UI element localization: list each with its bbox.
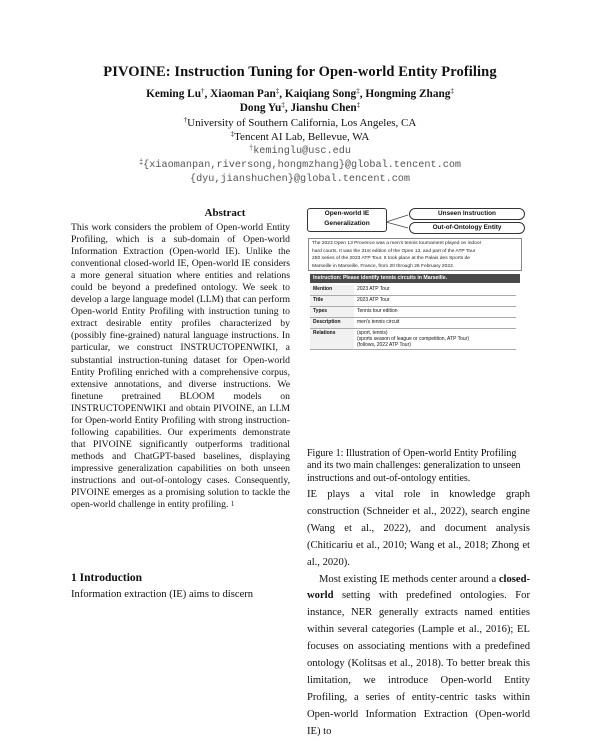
passage-line: The 2023 Open 13 Provence was a men's tennis tournament played on indoor xyxy=(312,241,482,246)
affiliation-text: University of Southern California, Los Angeles, CA xyxy=(187,117,417,129)
relation-item: (follows, 2022 ATP Tour) xyxy=(357,342,411,348)
challenge-unseen-instruction: Unseen Instruction xyxy=(409,208,525,220)
relation-item: (sports season of league or competition, ATP Tour) xyxy=(357,336,470,342)
footnote-mark: 1 xyxy=(230,500,235,509)
author-name: Jianshu Chen xyxy=(290,102,357,114)
section-heading-introduction: 1 Introduction xyxy=(71,572,143,584)
paragraph-text: setting with predefined ontologies. For instance, NER generally extracts named entities within several categories (Lample et al., 2016); EL focuses on associating mentions with a predefined ontology (Kolitsas et al., 2018). To better break this limitation, we introduce Open-world Entity Profiling, a series of entity-centric tasks within Open-world Information Extraction (Open-world IE) to xyxy=(307,590,530,737)
paragraph xyxy=(307,572,530,741)
table-key: Mention xyxy=(310,285,354,296)
figure-1 xyxy=(306,206,526,446)
author-mark: ‡ xyxy=(356,87,360,95)
email-text: {dyu,jianshuchen}@global.tencent.com xyxy=(189,174,411,185)
abstract-paragraph: This work considers the problem of Open-world Entity Profiling, which is a sub-domain of Open-world Information Extraction (Open-world IE). Unlike the conventional closed-world IE, Open-world IE considers a more general situation where entities and relations could be beyond a predefined ontology. We seek to develop a large language model (LLM) that can perform Open-world Entity Profiling with instruction tuning to extract desirable entity profiles characterized by (possibly fine-grained) natural language instructions. In particular, we construct INSTRUCTOPENWIKI, a substantial instruction-tuning dataset for Open-world Entity Profiling enriched with a comprehensive corpus, extensive annotations, and diverse instructions. We finetune pretrained BLOOM models on INSTRUCTOPENWIKI and obtain PIVOINE, an LLM for Open-world Entity Profiling with strong instruction-following capabilities. Our experiments demonstrate that PIVOINE significantly outperforms traditional methods and ChatGPT-based baselines, displaying impressive generalization capabilities on both unseen instructions and out-of-ontology cases. Consequently, PIVOINE emerges as a promising solution to tackle the open-world challenge in entity profiling. xyxy=(71,222,290,511)
table-value: 2023 ATP Tour xyxy=(354,296,516,307)
challenge-out-of-ontology: Out-of-Ontology Entity xyxy=(409,222,525,234)
open-world-ie-box xyxy=(307,208,387,232)
table-row xyxy=(310,329,516,350)
affiliation-2 xyxy=(0,131,600,143)
paper-title: PIVOINE: Instruction Tuning for Open-world Entity Profiling xyxy=(103,64,497,80)
relation-item: (sport, tennis) xyxy=(357,330,388,336)
emphasis-closed-world: closed-world xyxy=(307,573,530,602)
author-mark: ‡ xyxy=(356,101,361,109)
abstract-heading: Abstract xyxy=(204,207,246,219)
table-key: Title xyxy=(310,296,354,307)
affiliation-mark: † xyxy=(183,116,188,124)
table-row xyxy=(310,307,516,318)
passage-box xyxy=(308,238,522,271)
table-key: Description xyxy=(310,318,354,329)
author-name: Keming Lu xyxy=(146,88,202,100)
author-name: Hongming Zhang xyxy=(365,88,451,100)
author-name: Dong Yu xyxy=(239,102,282,114)
table-value: 2023 ATP Tour xyxy=(354,285,516,296)
affiliation-1 xyxy=(0,117,600,129)
email-text: keminglu@usc.edu xyxy=(253,146,352,157)
table-value: Tennis tour edition xyxy=(354,307,516,318)
passage-line: Marseille in Marseille, France, from 20 through 26 February 2022. xyxy=(312,263,455,269)
affiliation-mark: ‡ xyxy=(230,130,235,138)
table-key: Relations xyxy=(310,329,354,350)
introduction-right-column xyxy=(307,487,530,741)
figure-caption: Figure 1: Illustration of Open-world Entity Profiling and its two main challenges: generalization to unseen instructions and out-of-ontology entities. xyxy=(307,448,521,484)
passage-line: 250 series of the 2023 ATP Tour. It took place at the Palais des Sports de xyxy=(312,256,470,261)
author-mark: ‡ xyxy=(275,87,280,95)
authors-line-2: Dong Yu‡, Jianshu Chen‡ xyxy=(239,101,361,114)
email-text: {xiaomanpan,riversong,hongmzhang}@global.tencent.com xyxy=(143,160,462,171)
paragraph: IE plays a vital role in knowledge graph construction (Schneider et al., 2022), search engine (Wang et al., 2022), and document analysis (Chiticariu et al., 2010; Wang et al., 2018; Zhong et al., 2020). xyxy=(307,489,530,568)
passage-line: hard courts. It was the 31st edition of the Open 13, and part of the ATP Tour xyxy=(312,248,476,254)
table-row xyxy=(310,318,516,329)
table-row xyxy=(310,285,516,296)
author-mark: † xyxy=(201,87,205,95)
email-mark: † xyxy=(248,145,254,153)
abstract-text xyxy=(71,222,290,511)
author-name: Kaiqiang Song xyxy=(284,88,357,100)
author-mark: ‡ xyxy=(450,87,454,95)
email-1 xyxy=(0,146,600,157)
introduction-first-line: Information extraction (IE) aims to discern xyxy=(71,589,254,600)
entity-profile-table xyxy=(310,285,516,350)
instruction-bar: Instruction: Please identify tennis circuits in Marseille. xyxy=(310,274,520,283)
box-label: Open-world IE xyxy=(324,210,370,217)
paragraph-text: Most existing IE methods center around a xyxy=(319,573,499,585)
email-2 xyxy=(0,160,600,171)
email-3 xyxy=(0,174,600,185)
author-mark: ‡ xyxy=(281,101,285,109)
table-value-relations xyxy=(354,329,516,350)
table-value: men's tennis circuit xyxy=(354,318,516,329)
box-label: Generalization xyxy=(324,220,370,227)
authors-line-1: Keming Lu†, Xiaoman Pan‡, Kaiqiang Song‡, Hongming Zhang‡ xyxy=(146,87,454,100)
author-name: Xiaoman Pan xyxy=(210,88,276,100)
affiliation-text: Tencent AI Lab, Bellevue, WA xyxy=(234,131,370,143)
table-row xyxy=(310,296,516,307)
table-key: Types xyxy=(310,307,354,318)
email-mark: ‡ xyxy=(138,159,144,167)
